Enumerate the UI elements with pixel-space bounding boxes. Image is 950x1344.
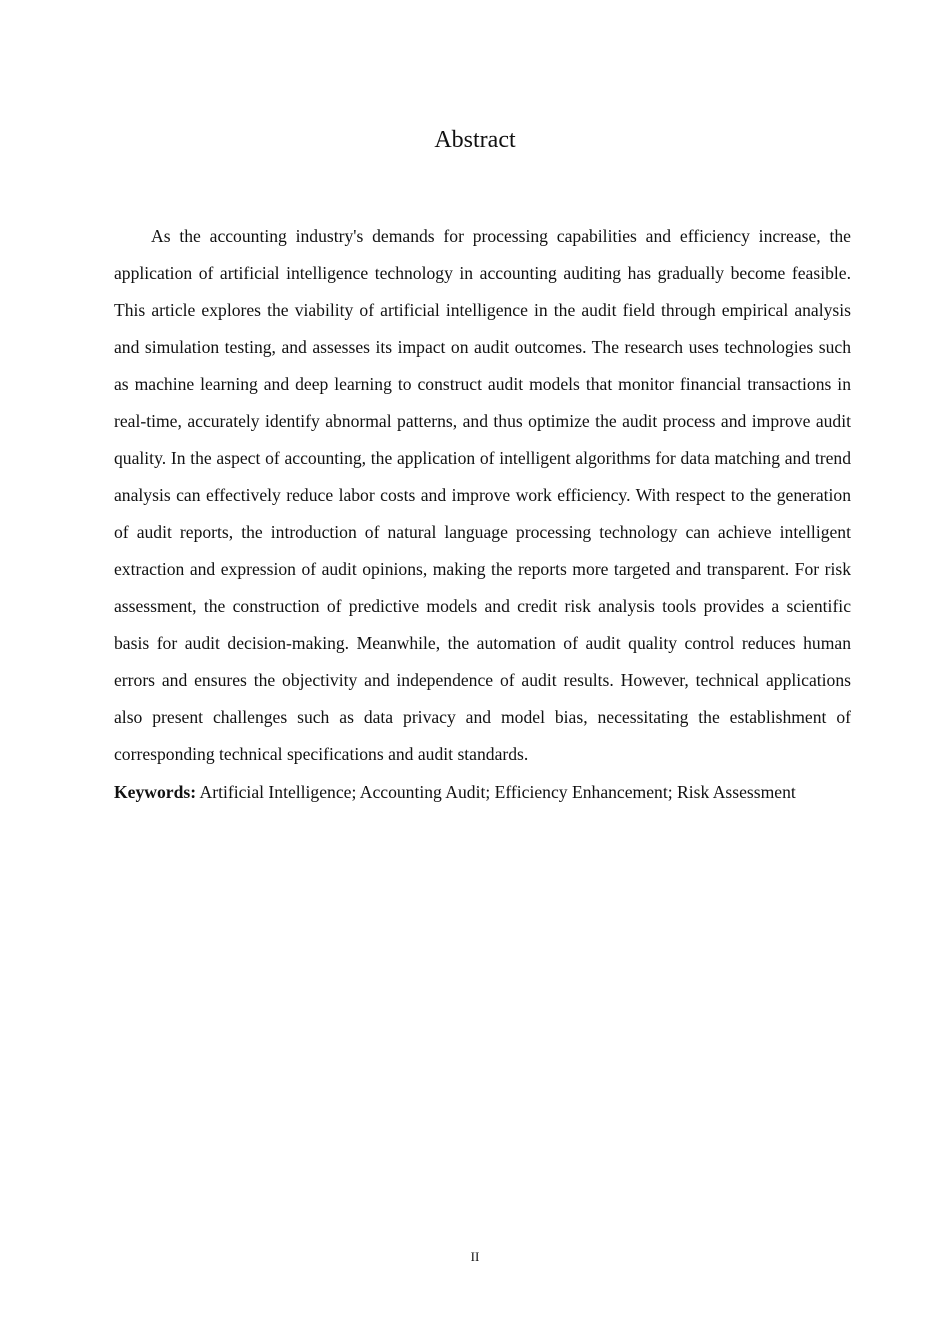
keywords-line bbox=[114, 774, 851, 811]
page-title: Abstract bbox=[434, 127, 516, 153]
keywords-label: Keywords: bbox=[114, 782, 197, 802]
abstract-paragraph: As the accounting industry's demands for processing capabilities and efficiency increase, the application of artificial intelligence technology in accounting auditing has gradually become feasible. This article explores the viability of artificial intelligence in the audit field through empirical analysis and simulation testing, and assesses its impact on audit outcomes. The research uses technologies such as machine learning and deep learning to construct audit models that monitor financial transactions in real-time, accurately identify abnormal patterns, and thus optimize the audit process and improve audit quality. In the aspect of accounting, the application of intelligent algorithms for data matching and trend analysis can effectively reduce labor costs and improve work efficiency. With respect to the generation of audit reports, the introduction of natural language processing technology can achieve intelligent extraction and expression of audit opinions, making the reports more targeted and transparent. For risk assessment, the construction of predictive models and credit risk analysis tools provides a scientific basis for audit decision-making. Meanwhile, the automation of audit quality control reduces human errors and ensures the objectivity and independence of audit results. However, technical applications also present challenges such as data privacy and model bias, necessitating the establishment of corresponding technical specifications and audit standards. bbox=[114, 226, 851, 764]
abstract-section bbox=[114, 218, 851, 811]
keywords-text: Artificial Intelligence; Accounting Audit; Efficiency Enhancement; Risk Assessment bbox=[199, 782, 796, 802]
page-number: II bbox=[470, 1249, 480, 1264]
